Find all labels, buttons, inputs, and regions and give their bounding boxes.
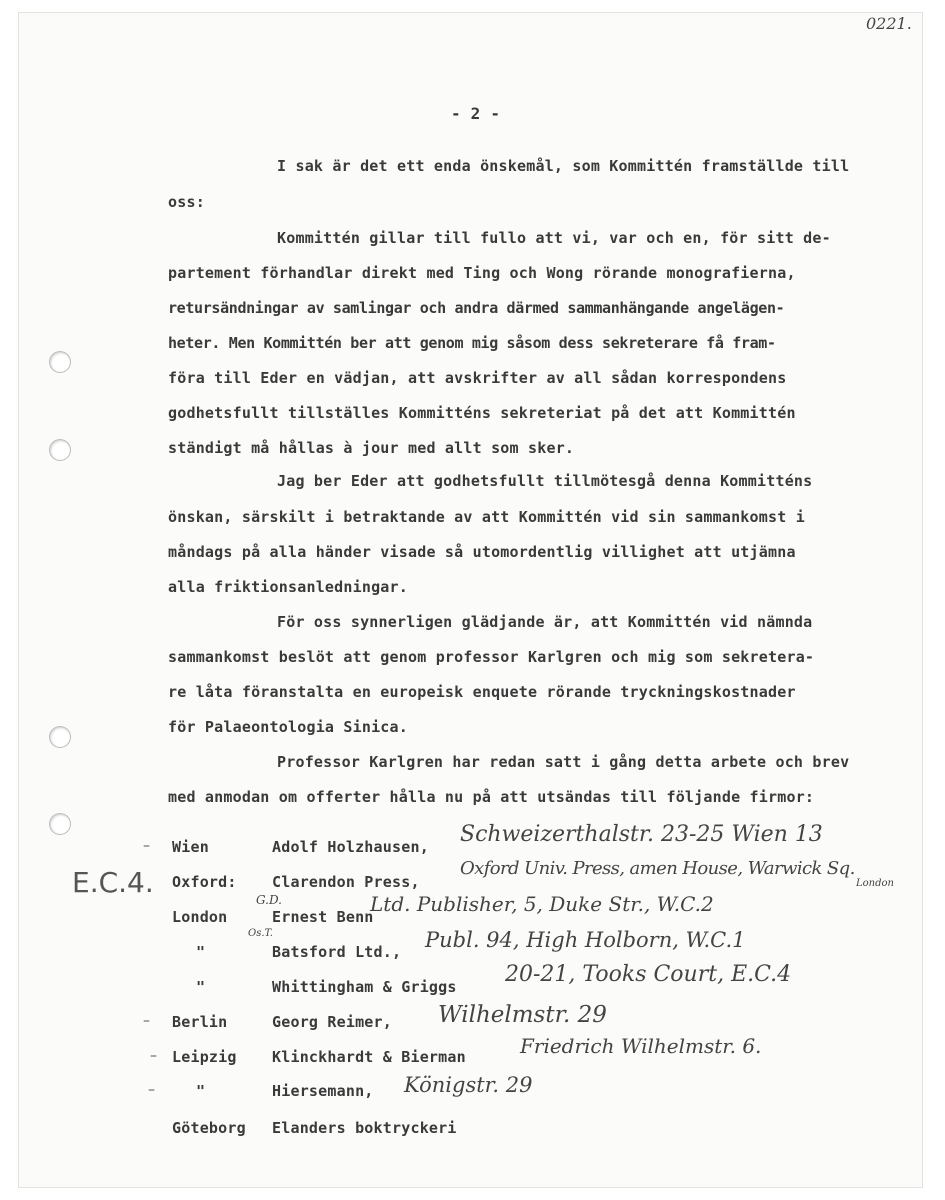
handwritten-note: London [856,878,894,889]
body-line: med anmodan om offerter hålla nu på att utsändas till följande firmor: [168,788,815,806]
handwritten-address: Königstr. 29 [404,1073,533,1097]
firm-city: Oxford: [172,873,237,891]
firm-name: Whittingham & Griggs [272,978,457,996]
handwritten-note: G.D. [256,893,282,907]
firm-name: Hiersemann, [272,1082,374,1100]
archive-number: 0221. [866,14,912,33]
firm-city: " [196,943,206,961]
firm-name: Klinckhardt & Bierman [272,1048,466,1066]
margin-dash: – [143,1013,150,1029]
firm-name: Clarendon Press, [272,873,420,891]
margin-dash: – [150,1048,157,1064]
body-line: ständigt må hållas à jour med allt som sker. [168,439,575,457]
body-line: önskan, särskilt i betraktande av att Kommittén vid sin sammankomst i [168,508,805,526]
punch-hole [50,352,70,372]
punch-hole [50,727,70,747]
body-line: oss: [168,193,205,211]
body-line: sammankomst beslöt att genom professor Karlgren och mig som sekretera- [168,648,815,666]
handwritten-address: Ltd. Publisher, 5, Duke Str., W.C.2 [370,892,714,916]
body-line: Kommittén gillar till fullo att vi, var och en, för sitt de- [277,229,831,247]
body-line: re låta föranstalta en europeisk enquete rörande tryckningskostnader [168,683,796,701]
body-line: Professor Karlgren har redan satt i gång detta arbete och brev [277,753,850,771]
body-line: För oss synnerligen glädjande är, att Kommittén vid nämnda [277,613,813,631]
firm-city: Göteborg [172,1119,246,1137]
firm-city: Leipzig [172,1048,237,1066]
body-line: I sak är det ett enda önskemål, som Kommittén framställde till [277,157,850,175]
body-line: för Palaeontologia Sinica. [168,718,408,736]
firm-city: " [196,1082,206,1100]
page-number: - 2 - [451,104,501,123]
body-line: föra till Eder en vädjan, att avskrifter av all sådan korrespondens [168,369,787,387]
body-line: måndags på alla händer visade så utomordentlig villighet att utjämna [168,543,796,561]
firm-city: Berlin [172,1013,228,1031]
body-line: heter. Men Kommittén ber att genom mig såsom dess sekreterare få fram- [168,334,776,352]
firm-city: Wien [172,838,209,856]
handwritten-note: Os.T. [248,928,273,939]
handwritten-address: Publ. 94, High Holborn, W.C.1 [425,928,746,952]
punch-hole [50,814,70,834]
handwritten-address: 20-21, Tooks Court, E.C.4 [505,962,792,987]
body-line: partement förhandlar direkt med Ting och Wong rörande monografierna, [168,264,796,282]
margin-dash: – [143,838,150,854]
firm-name: Batsford Ltd., [272,943,402,961]
firm-city: " [196,978,206,996]
firm-name: Ernest Benn [272,908,374,926]
punch-hole [50,440,70,460]
body-line: Jag ber Eder att godhetsfullt tillmötesgå denna Kommitténs [277,472,813,490]
firm-name: Adolf Holzhausen, [272,838,429,856]
body-line: alla friktionsanledningar. [168,578,408,596]
firm-name: Elanders boktryckeri [272,1119,457,1137]
body-line: retursändningar av samlingar och andra därmed sammanhängande angelägen- [168,299,785,317]
handwritten-address: Schweizerthalstr. 23-25 Wien 13 [460,822,823,847]
firm-name: Georg Reimer, [272,1013,392,1031]
margin-dash: – [148,1082,155,1098]
handwritten-address: Oxford Univ. Press, amen House, Warwick Sq. [460,858,855,879]
firm-city: London [172,908,228,926]
handwritten-address: Friedrich Wilhelmstr. 6. [520,1034,762,1058]
body-line: godhetsfullt tillställes Kommitténs sekreteriat på det att Kommittén [168,404,796,422]
handwritten-address: Wilhelmstr. 29 [438,1002,607,1028]
margin-annotation: E.C.4. [72,866,154,899]
